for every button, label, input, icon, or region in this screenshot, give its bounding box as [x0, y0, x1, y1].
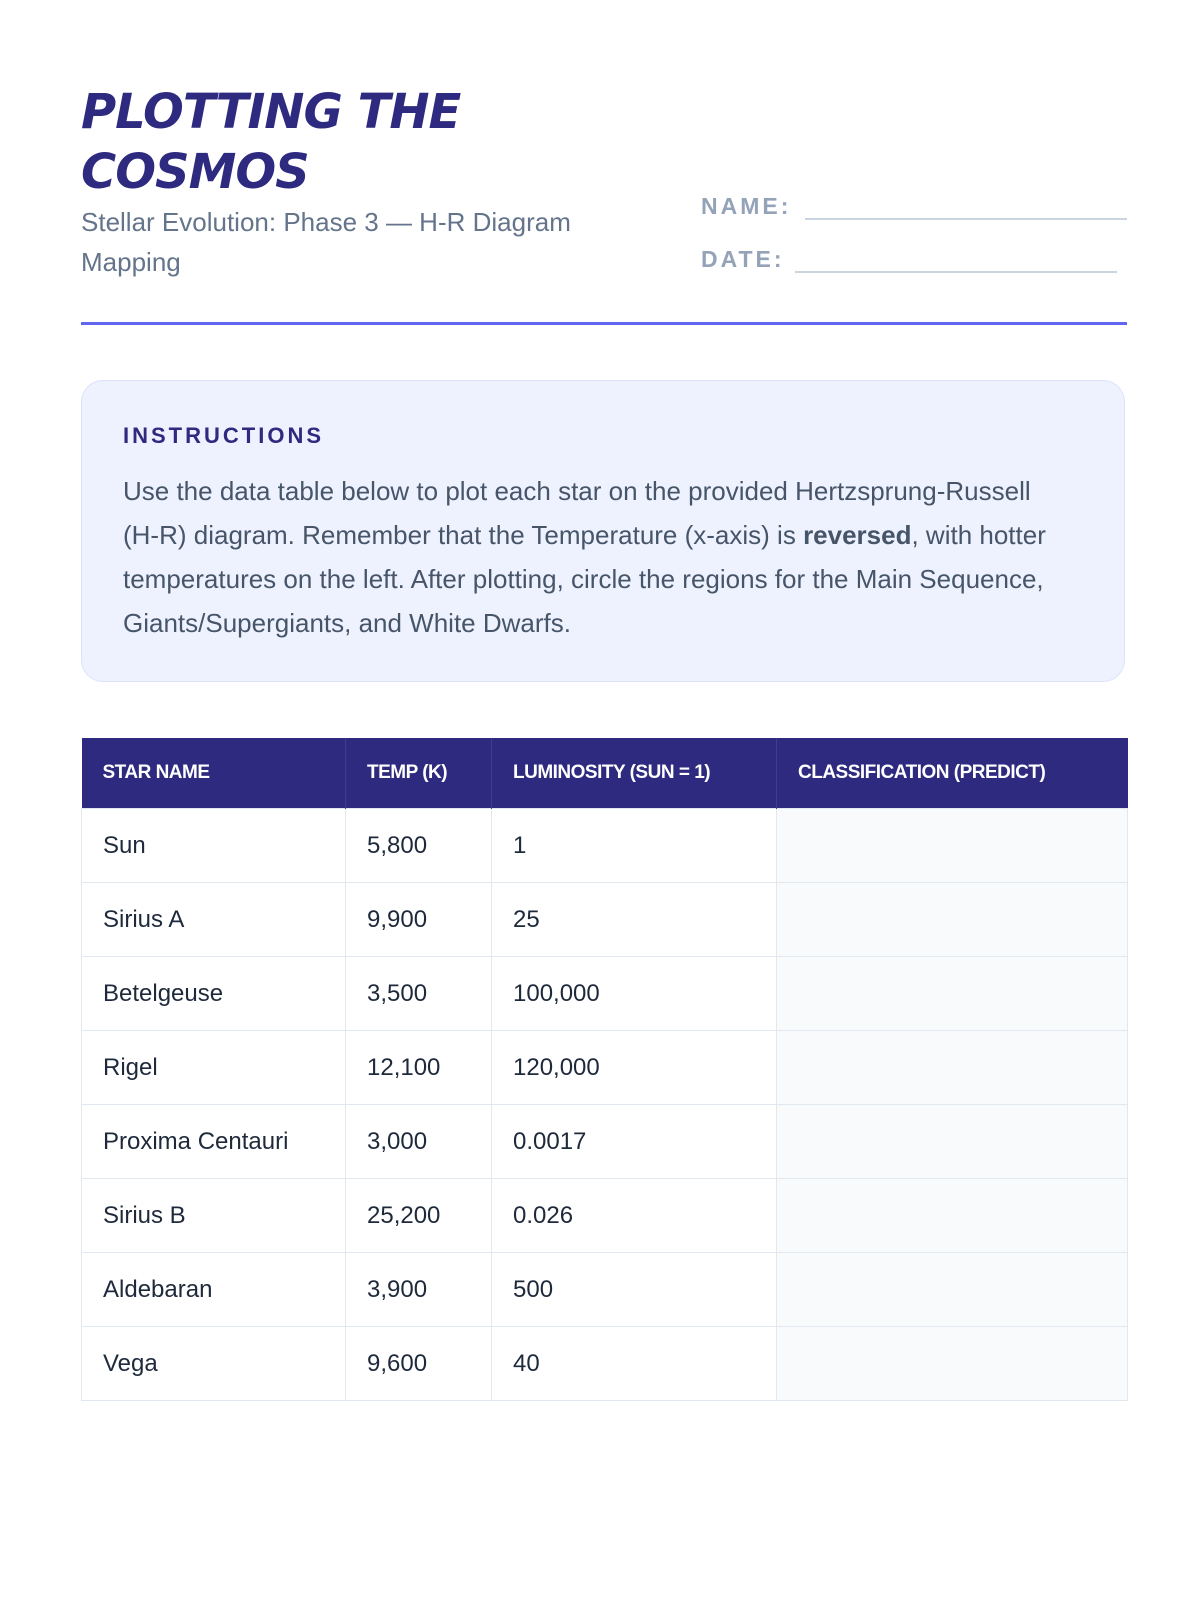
- classification-cell[interactable]: [777, 1253, 1128, 1327]
- table-row: [82, 883, 1128, 957]
- star-name-cell: Sirius B: [82, 1179, 346, 1253]
- classification-cell[interactable]: [777, 1031, 1128, 1105]
- star-data-table: [81, 738, 1128, 1401]
- table-header-row: [82, 738, 1128, 809]
- temp-cell: 25,200: [346, 1179, 492, 1253]
- temp-cell: 12,100: [346, 1031, 492, 1105]
- date-label: DATE:: [701, 246, 785, 272]
- star-name-cell: Rigel: [82, 1031, 346, 1105]
- temp-cell: 3,000: [346, 1105, 492, 1179]
- column-header-temp: TEMP (K): [346, 738, 492, 809]
- table-row: [82, 1179, 1128, 1253]
- date-line[interactable]: [795, 271, 1117, 273]
- date-field[interactable]: [701, 243, 1127, 273]
- instructions-text-start: Use the data table below to plot each star on the provided Hertzsprung-Russell (H-R) diagram. Remember that the Temperature (x-axis) is: [123, 476, 1031, 550]
- instructions-box: [81, 380, 1125, 682]
- name-field[interactable]: [701, 190, 1127, 220]
- table-row: [82, 1253, 1128, 1327]
- table-row: [82, 1327, 1128, 1401]
- column-header-luminosity: LUMINOSITY (SUN = 1): [492, 738, 777, 809]
- luminosity-cell: 0.0017: [492, 1105, 777, 1179]
- luminosity-cell: 100,000: [492, 957, 777, 1031]
- instructions-text: [123, 469, 1063, 645]
- temp-cell: 9,900: [346, 883, 492, 957]
- page-subtitle: Stellar Evolution: Phase 3 — H-R Diagram Mapping: [81, 207, 571, 277]
- classification-cell[interactable]: [777, 809, 1128, 883]
- star-name-cell: Vega: [82, 1327, 346, 1401]
- temp-cell: 5,800: [346, 809, 492, 883]
- table-row: [82, 1105, 1128, 1179]
- name-line[interactable]: [805, 218, 1127, 220]
- instructions-bold-text: reversed: [803, 520, 912, 550]
- page-title: PLOTTING THE COSMOS: [81, 84, 461, 200]
- classification-cell[interactable]: [777, 1105, 1128, 1179]
- temp-cell: 9,600: [346, 1327, 492, 1401]
- classification-cell[interactable]: [777, 1327, 1128, 1401]
- worksheet-header: [81, 82, 1127, 326]
- luminosity-cell: 500: [492, 1253, 777, 1327]
- instructions-heading: INSTRUCTIONS: [123, 423, 324, 448]
- temp-cell: 3,900: [346, 1253, 492, 1327]
- temp-cell: 3,500: [346, 957, 492, 1031]
- star-name-cell: Betelgeuse: [82, 957, 346, 1031]
- instructions-text-end: , with hotter temperatures on the left. After plotting, circle the regions for the Main Sequence, Giants/Supergiants, and White Dwarfs.: [123, 520, 1046, 638]
- luminosity-cell: 120,000: [492, 1031, 777, 1105]
- star-name-cell: Aldebaran: [82, 1253, 346, 1327]
- luminosity-cell: 25: [492, 883, 777, 957]
- luminosity-cell: 40: [492, 1327, 777, 1401]
- column-header-star-name: STAR NAME: [82, 738, 346, 809]
- classification-cell[interactable]: [777, 957, 1128, 1031]
- star-name-cell: Sun: [82, 809, 346, 883]
- header-divider: [81, 322, 1127, 325]
- star-name-cell: Proxima Centauri: [82, 1105, 346, 1179]
- table-row: [82, 809, 1128, 883]
- classification-cell[interactable]: [777, 883, 1128, 957]
- classification-cell[interactable]: [777, 1179, 1128, 1253]
- star-name-cell: Sirius A: [82, 883, 346, 957]
- name-label: NAME:: [701, 193, 792, 219]
- column-header-classification: CLASSIFICATION (PREDICT): [777, 738, 1128, 809]
- luminosity-cell: 1: [492, 809, 777, 883]
- luminosity-cell: 0.026: [492, 1179, 777, 1253]
- table-row: [82, 957, 1128, 1031]
- table-row: [82, 1031, 1128, 1105]
